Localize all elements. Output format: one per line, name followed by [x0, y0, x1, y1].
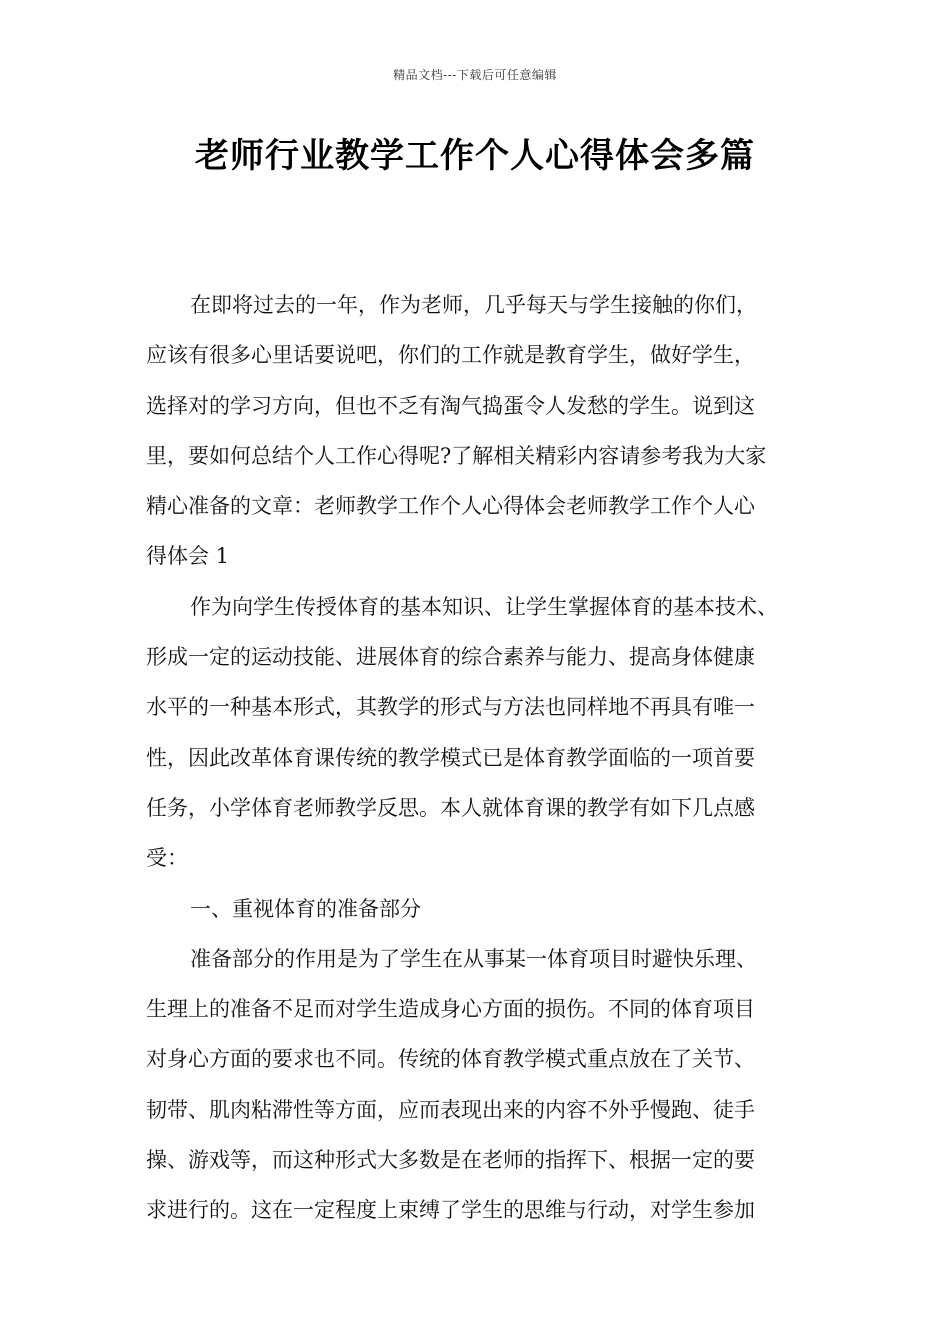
text-line: 任务，小学体育老师教学反思。本人就体育课的教学有如下几点感 [146, 795, 755, 820]
text-line: 一、重视体育的准备部分 [190, 896, 421, 921]
text-line: 受： [146, 846, 188, 871]
text-line: 形成一定的运动技能、进展体育的综合素养与能力、提高身体健康 [146, 645, 755, 670]
text-line: 应该有很多心里话要说吧，你们的工作就是教育学生，做好学生， [146, 343, 755, 368]
document-body [146, 280, 808, 1236]
document-title: 老师行业教学工作个人心得体会多篇 [195, 136, 755, 176]
text-line: 韧带、肌肉粘滞性等方面，应而表现出来的内容不外乎慢跑、徒手 [146, 1097, 755, 1122]
text-line: 里，要如何总结个人工作心得呢?了解相关精彩内容请参考我为大家 [146, 443, 767, 468]
text-line: 在即将过去的一年，作为老师，几乎每天与学生接触的你们， [190, 293, 757, 317]
text-line: 精心准备的文章：老师教学工作个人心得体会老师教学工作个人心 [146, 494, 755, 519]
text-line: 作为向学生传授体育的基本知识、让学生掌握体育的基本技术、 [190, 594, 778, 619]
text-line: 操、游戏等，而这种形式大多数是在老师的指挥下、根据一定的要 [146, 1148, 755, 1173]
text-line: 准备部分的作用是为了学生在从事某一体育项目时避快乐理、 [190, 946, 757, 971]
text-line: 对身心方面的要求也不同。传统的体育教学模式重点放在了关节、 [146, 1047, 755, 1072]
text-line: 求进行的。这在一定程度上束缚了学生的思维与行动，对学生参加 [146, 1198, 755, 1223]
text-line: 选择对的学习方向，但也不乏有淘气捣蛋令人发愁的学生。说到这 [146, 393, 755, 418]
text-line: 性，因此改革体育课传统的教学模式已是体育教学面临的一项首要 [146, 745, 755, 770]
header-note: 精品文档---下载后可任意编辑 [393, 68, 557, 82]
text-line: 水平的一种基本形式，其教学的形式与方法也同样地不再具有唯一 [146, 695, 755, 720]
text-line: 生理上的准备不足而对学生造成身心方面的损伤。不同的体育项目 [146, 997, 755, 1022]
text-line: 得体会 1 [146, 544, 230, 569]
